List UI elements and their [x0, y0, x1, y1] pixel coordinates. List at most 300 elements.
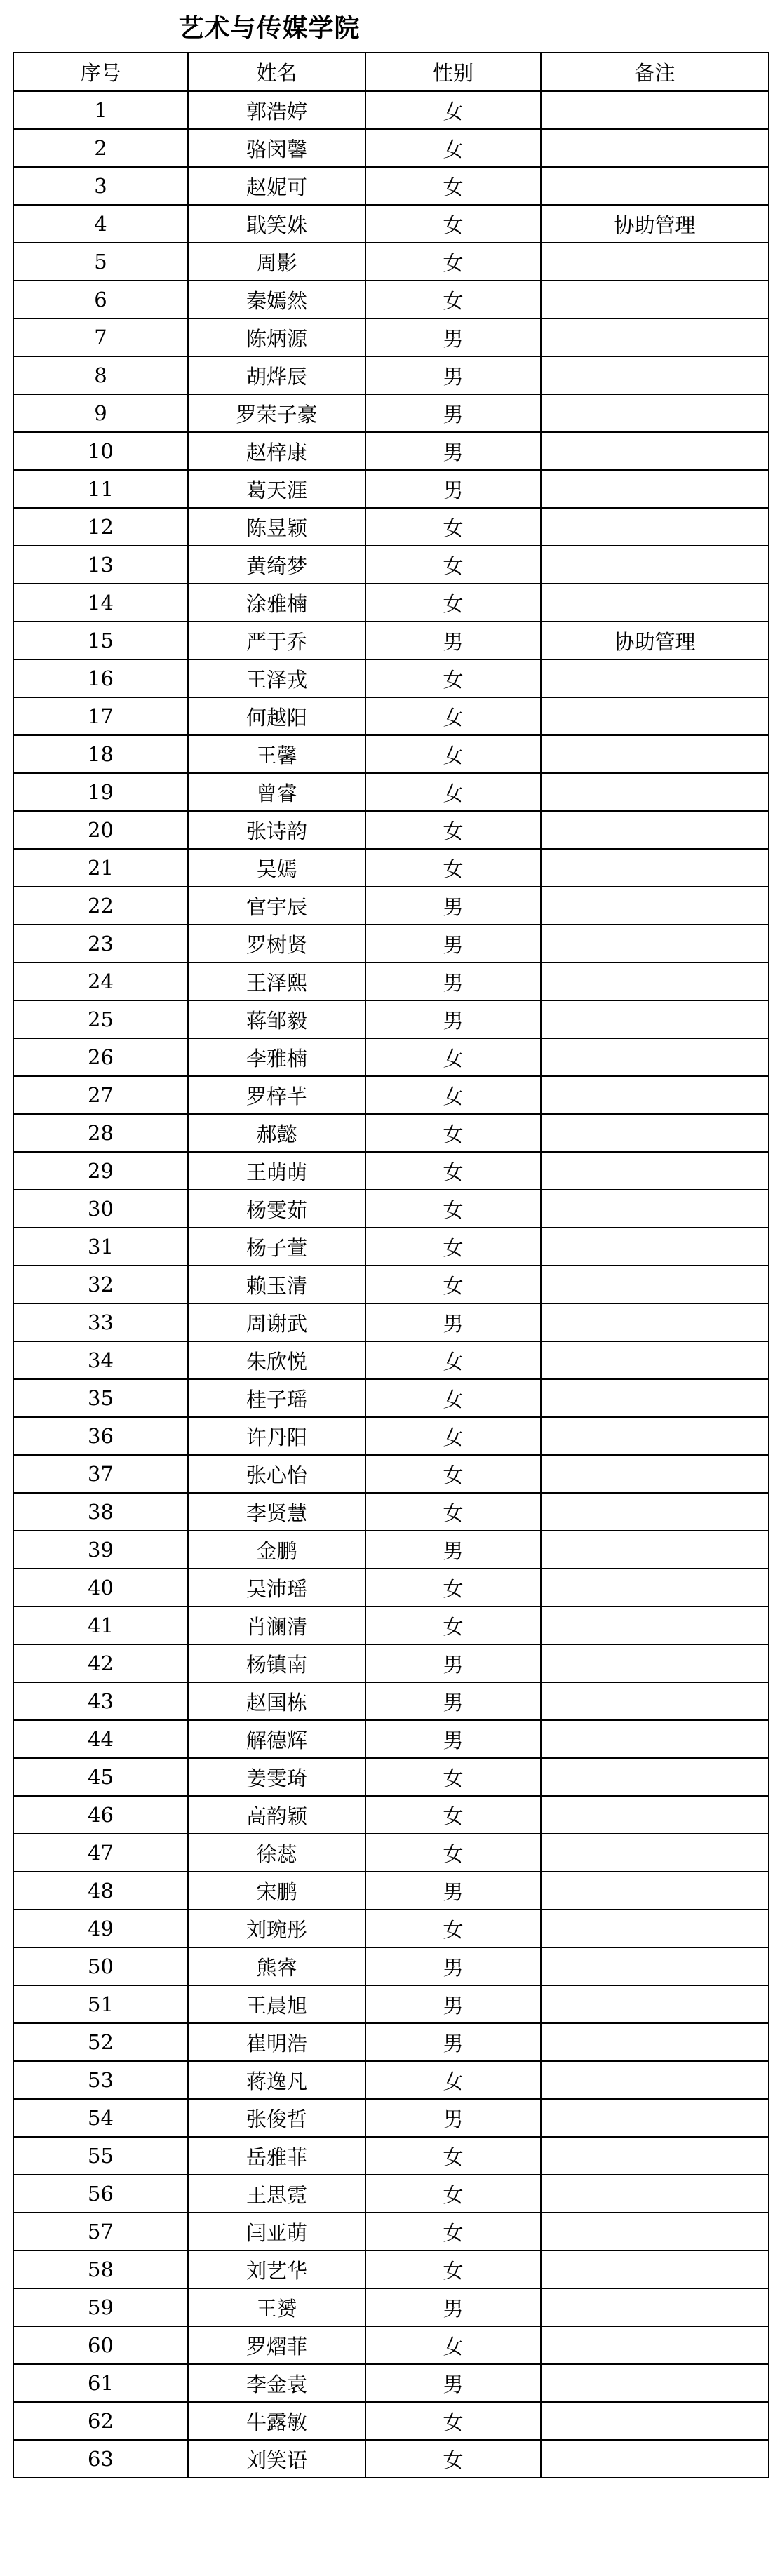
- cell-no: 34: [13, 1341, 188, 1379]
- cell-gender: 男: [365, 1000, 541, 1038]
- cell-gender: 女: [365, 2061, 541, 2099]
- cell-no: 44: [13, 1720, 188, 1758]
- cell-note: [541, 129, 769, 167]
- cell-name: 曾睿: [188, 773, 365, 811]
- cell-name: 张诗韵: [188, 811, 365, 849]
- cell-note: [541, 773, 769, 811]
- cell-note: [541, 432, 769, 470]
- table-header-row: [13, 53, 769, 91]
- cell-name: 张心怡: [188, 1455, 365, 1493]
- table-row: [13, 129, 769, 167]
- cell-no: 46: [13, 1796, 188, 1834]
- cell-gender: 男: [365, 1720, 541, 1758]
- cell-note: [541, 697, 769, 735]
- cell-gender: 女: [365, 584, 541, 622]
- cell-no: 30: [13, 1190, 188, 1228]
- cell-note: [541, 735, 769, 773]
- table-row: [13, 2137, 769, 2175]
- cell-no: 43: [13, 1682, 188, 1720]
- table-row: [13, 1985, 769, 2023]
- cell-no: 36: [13, 1417, 188, 1455]
- cell-no: 48: [13, 1872, 188, 1910]
- cell-name: 杨雯茹: [188, 1190, 365, 1228]
- cell-no: 5: [13, 243, 188, 281]
- cell-gender: 女: [365, 205, 541, 243]
- table-row: [13, 1947, 769, 1985]
- table-row: [13, 659, 769, 697]
- cell-no: 55: [13, 2137, 188, 2175]
- cell-gender: 男: [365, 2023, 541, 2061]
- cell-name: 徐蕊: [188, 1834, 365, 1872]
- cell-no: 1: [13, 91, 188, 129]
- cell-gender: 男: [365, 1947, 541, 1985]
- cell-no: 51: [13, 1985, 188, 2023]
- cell-name: 刘笑语: [188, 2440, 365, 2478]
- table-row: [13, 2364, 769, 2402]
- cell-gender: 女: [365, 1076, 541, 1114]
- cell-name: 姜雯琦: [188, 1758, 365, 1796]
- cell-note: [541, 2326, 769, 2364]
- cell-no: 3: [13, 167, 188, 205]
- cell-gender: 女: [365, 849, 541, 887]
- cell-name: 王晨旭: [188, 1985, 365, 2023]
- cell-name: 赖玉清: [188, 1266, 365, 1303]
- cell-gender: 女: [365, 243, 541, 281]
- cell-note: [541, 281, 769, 318]
- cell-note: [541, 1644, 769, 1682]
- cell-no: 35: [13, 1379, 188, 1417]
- cell-name: 周影: [188, 243, 365, 281]
- cell-no: 53: [13, 2061, 188, 2099]
- cell-no: 10: [13, 432, 188, 470]
- cell-note: [541, 2364, 769, 2402]
- cell-note: [541, 508, 769, 546]
- cell-gender: 女: [365, 1038, 541, 1076]
- table-row: [13, 1493, 769, 1531]
- cell-gender: 男: [365, 1644, 541, 1682]
- table-row: [13, 887, 769, 925]
- cell-gender: 男: [365, 470, 541, 508]
- cell-note: [541, 1531, 769, 1569]
- cell-gender: 女: [365, 697, 541, 735]
- cell-note: [541, 91, 769, 129]
- table-row: [13, 2099, 769, 2137]
- cell-name: 王馨: [188, 735, 365, 773]
- cell-gender: 女: [365, 2213, 541, 2250]
- cell-note: 协助管理: [541, 622, 769, 659]
- cell-note: [541, 1720, 769, 1758]
- cell-gender: 女: [365, 2137, 541, 2175]
- cell-name: 罗梓芊: [188, 1076, 365, 1114]
- cell-name: 岳雅菲: [188, 2137, 365, 2175]
- cell-gender: 男: [365, 622, 541, 659]
- table-row: [13, 1417, 769, 1455]
- table-row: [13, 1796, 769, 1834]
- cell-no: 41: [13, 1606, 188, 1644]
- table-row: [13, 1190, 769, 1228]
- cell-gender: 女: [365, 773, 541, 811]
- header-no: 序号: [13, 53, 188, 91]
- cell-note: [541, 2061, 769, 2099]
- cell-note: [541, 167, 769, 205]
- cell-gender: 女: [365, 281, 541, 318]
- cell-name: 罗荣子豪: [188, 394, 365, 432]
- cell-note: [541, 546, 769, 584]
- cell-gender: 男: [365, 2364, 541, 2402]
- cell-gender: 女: [365, 811, 541, 849]
- cell-no: 12: [13, 508, 188, 546]
- table-row: [13, 205, 769, 243]
- cell-no: 40: [13, 1569, 188, 1606]
- cell-note: [541, 1228, 769, 1266]
- table-row: [13, 91, 769, 129]
- cell-no: 47: [13, 1834, 188, 1872]
- cell-no: 4: [13, 205, 188, 243]
- cell-no: 57: [13, 2213, 188, 2250]
- table-row: [13, 1682, 769, 1720]
- cell-note: [541, 1569, 769, 1606]
- table-row: [13, 2326, 769, 2364]
- cell-no: 28: [13, 1114, 188, 1152]
- cell-note: [541, 1455, 769, 1493]
- cell-no: 52: [13, 2023, 188, 2061]
- cell-name: 蒋逸凡: [188, 2061, 365, 2099]
- table-row: [13, 167, 769, 205]
- cell-gender: 女: [365, 1114, 541, 1152]
- cell-name: 王思霓: [188, 2175, 365, 2213]
- cell-gender: 女: [365, 2326, 541, 2364]
- cell-note: [541, 1114, 769, 1152]
- cell-no: 50: [13, 1947, 188, 1985]
- cell-name: 骆闵馨: [188, 129, 365, 167]
- cell-name: 李金袁: [188, 2364, 365, 2402]
- cell-name: 张俊哲: [188, 2099, 365, 2137]
- cell-no: 13: [13, 546, 188, 584]
- cell-name: 王萌萌: [188, 1152, 365, 1190]
- cell-gender: 女: [365, 1758, 541, 1796]
- cell-no: 42: [13, 1644, 188, 1682]
- cell-gender: 女: [365, 167, 541, 205]
- cell-gender: 男: [365, 1682, 541, 1720]
- cell-name: 王泽戎: [188, 659, 365, 697]
- cell-no: 25: [13, 1000, 188, 1038]
- cell-name: 许丹阳: [188, 1417, 365, 1455]
- cell-note: [541, 1493, 769, 1531]
- table-row: [13, 925, 769, 962]
- cell-name: 何越阳: [188, 697, 365, 735]
- cell-name: 李雅楠: [188, 1038, 365, 1076]
- cell-gender: 女: [365, 659, 541, 697]
- cell-note: [541, 1038, 769, 1076]
- cell-gender: 女: [365, 1910, 541, 1947]
- cell-gender: 女: [365, 1341, 541, 1379]
- table-row: [13, 622, 769, 659]
- cell-note: [541, 584, 769, 622]
- cell-no: 38: [13, 1493, 188, 1531]
- cell-note: [541, 2023, 769, 2061]
- cell-name: 宋鹏: [188, 1872, 365, 1910]
- table-row: [13, 243, 769, 281]
- cell-note: [541, 849, 769, 887]
- cell-name: 闫亚萌: [188, 2213, 365, 2250]
- cell-name: 周谢武: [188, 1303, 365, 1341]
- cell-note: [541, 2137, 769, 2175]
- table-row: [13, 432, 769, 470]
- cell-no: 26: [13, 1038, 188, 1076]
- header-gender: 性别: [365, 53, 541, 91]
- table-row: [13, 1531, 769, 1569]
- cell-note: [541, 1985, 769, 2023]
- table-row: [13, 394, 769, 432]
- table-row: [13, 1076, 769, 1114]
- cell-name: 郭浩婷: [188, 91, 365, 129]
- cell-gender: 女: [365, 1606, 541, 1644]
- cell-note: [541, 1606, 769, 1644]
- cell-name: 吴沛瑶: [188, 1569, 365, 1606]
- cell-name: 陈昱颖: [188, 508, 365, 546]
- student-roster-table: [13, 52, 769, 2478]
- cell-gender: 女: [365, 1569, 541, 1606]
- table-row: [13, 2288, 769, 2326]
- cell-gender: 女: [365, 2175, 541, 2213]
- cell-note: [541, 1758, 769, 1796]
- table-row: [13, 1000, 769, 1038]
- cell-note: [541, 356, 769, 394]
- cell-name: 桂子瑶: [188, 1379, 365, 1417]
- cell-gender: 男: [365, 432, 541, 470]
- table-row: [13, 811, 769, 849]
- cell-gender: 男: [365, 887, 541, 925]
- cell-gender: 女: [365, 2440, 541, 2478]
- cell-name: 罗树贤: [188, 925, 365, 962]
- cell-gender: 男: [365, 2099, 541, 2137]
- cell-note: [541, 2402, 769, 2440]
- cell-gender: 女: [365, 1493, 541, 1531]
- cell-gender: 女: [365, 1266, 541, 1303]
- cell-no: 39: [13, 1531, 188, 1569]
- cell-no: 33: [13, 1303, 188, 1341]
- cell-name: 胡烨辰: [188, 356, 365, 394]
- cell-gender: 男: [365, 394, 541, 432]
- cell-name: 蒋邹毅: [188, 1000, 365, 1038]
- table-row: [13, 2061, 769, 2099]
- cell-name: 官宇辰: [188, 887, 365, 925]
- cell-gender: 女: [365, 1455, 541, 1493]
- cell-gender: 女: [365, 91, 541, 129]
- cell-note: [541, 470, 769, 508]
- cell-name: 赵妮可: [188, 167, 365, 205]
- cell-gender: 男: [365, 962, 541, 1000]
- table-row: [13, 1038, 769, 1076]
- header-name: 姓名: [188, 53, 365, 91]
- cell-no: 19: [13, 773, 188, 811]
- cell-note: [541, 2175, 769, 2213]
- cell-note: [541, 243, 769, 281]
- cell-name: 赵国栋: [188, 1682, 365, 1720]
- cell-gender: 男: [365, 2288, 541, 2326]
- cell-name: 杨子萱: [188, 1228, 365, 1266]
- cell-no: 58: [13, 2250, 188, 2288]
- table-row: [13, 546, 769, 584]
- cell-no: 21: [13, 849, 188, 887]
- cell-gender: 男: [365, 925, 541, 962]
- table-row: [13, 1758, 769, 1796]
- table-row: [13, 2402, 769, 2440]
- table-row: [13, 735, 769, 773]
- table-row: [13, 2175, 769, 2213]
- cell-name: 吴嫣: [188, 849, 365, 887]
- cell-no: 22: [13, 887, 188, 925]
- cell-no: 17: [13, 697, 188, 735]
- cell-no: 8: [13, 356, 188, 394]
- cell-note: [541, 925, 769, 962]
- cell-note: 协助管理: [541, 205, 769, 243]
- cell-name: 崔明浩: [188, 2023, 365, 2061]
- table-row: [13, 2250, 769, 2288]
- cell-no: 27: [13, 1076, 188, 1114]
- cell-gender: 女: [365, 1834, 541, 1872]
- cell-gender: 女: [365, 1228, 541, 1266]
- cell-note: [541, 1834, 769, 1872]
- cell-note: [541, 1341, 769, 1379]
- cell-note: [541, 1417, 769, 1455]
- cell-note: [541, 1303, 769, 1341]
- cell-gender: 女: [365, 1152, 541, 1190]
- table-row: [13, 773, 769, 811]
- cell-name: 熊睿: [188, 1947, 365, 1985]
- cell-note: [541, 2213, 769, 2250]
- cell-name: 解德辉: [188, 1720, 365, 1758]
- cell-gender: 女: [365, 2250, 541, 2288]
- table-row: [13, 584, 769, 622]
- cell-name: 杨镇南: [188, 1644, 365, 1682]
- table-row: [13, 1644, 769, 1682]
- cell-note: [541, 1266, 769, 1303]
- table-body: [13, 91, 769, 2478]
- cell-note: [541, 1076, 769, 1114]
- cell-note: [541, 2440, 769, 2478]
- cell-no: 62: [13, 2402, 188, 2440]
- cell-name: 涂雅楠: [188, 584, 365, 622]
- cell-name: 牛露敏: [188, 2402, 365, 2440]
- table-row: [13, 1455, 769, 1493]
- cell-note: [541, 318, 769, 356]
- cell-name: 王赟: [188, 2288, 365, 2326]
- cell-gender: 女: [365, 2402, 541, 2440]
- cell-note: [541, 1000, 769, 1038]
- cell-no: 16: [13, 659, 188, 697]
- cell-gender: 男: [365, 356, 541, 394]
- cell-name: 葛天涯: [188, 470, 365, 508]
- cell-note: [541, 1910, 769, 1947]
- cell-no: 7: [13, 318, 188, 356]
- cell-name: 戢笑姝: [188, 205, 365, 243]
- cell-note: [541, 2099, 769, 2137]
- table-row: [13, 1341, 769, 1379]
- cell-no: 23: [13, 925, 188, 962]
- cell-gender: 男: [365, 1985, 541, 2023]
- cell-name: 黄绮梦: [188, 546, 365, 584]
- cell-no: 56: [13, 2175, 188, 2213]
- table-row: [13, 1720, 769, 1758]
- cell-no: 45: [13, 1758, 188, 1796]
- cell-no: 2: [13, 129, 188, 167]
- cell-gender: 女: [365, 1417, 541, 1455]
- cell-gender: 女: [365, 1190, 541, 1228]
- cell-no: 32: [13, 1266, 188, 1303]
- cell-note: [541, 1379, 769, 1417]
- cell-note: [541, 1796, 769, 1834]
- table-row: [13, 1266, 769, 1303]
- cell-gender: 女: [365, 1379, 541, 1417]
- cell-name: 金鹏: [188, 1531, 365, 1569]
- cell-gender: 男: [365, 1872, 541, 1910]
- table-row: [13, 1872, 769, 1910]
- cell-name: 肖澜清: [188, 1606, 365, 1644]
- table-row: [13, 2023, 769, 2061]
- cell-note: [541, 2250, 769, 2288]
- cell-name: 王泽熙: [188, 962, 365, 1000]
- cell-gender: 女: [365, 508, 541, 546]
- cell-no: 9: [13, 394, 188, 432]
- table-row: [13, 1152, 769, 1190]
- cell-no: 49: [13, 1910, 188, 1947]
- cell-gender: 女: [365, 129, 541, 167]
- cell-name: 陈炳源: [188, 318, 365, 356]
- cell-note: [541, 394, 769, 432]
- cell-note: [541, 962, 769, 1000]
- cell-name: 罗熠菲: [188, 2326, 365, 2364]
- cell-gender: 女: [365, 735, 541, 773]
- cell-no: 31: [13, 1228, 188, 1266]
- table-row: [13, 1379, 769, 1417]
- cell-name: 李贤慧: [188, 1493, 365, 1531]
- cell-name: 朱欣悦: [188, 1341, 365, 1379]
- cell-name: 严于乔: [188, 622, 365, 659]
- table-row: [13, 1606, 769, 1644]
- cell-no: 59: [13, 2288, 188, 2326]
- cell-gender: 女: [365, 546, 541, 584]
- table-row: [13, 2440, 769, 2478]
- cell-no: 15: [13, 622, 188, 659]
- cell-note: [541, 811, 769, 849]
- cell-name: 秦嫣然: [188, 281, 365, 318]
- cell-name: 赵梓康: [188, 432, 365, 470]
- table-row: [13, 281, 769, 318]
- table-row: [13, 1569, 769, 1606]
- cell-note: [541, 659, 769, 697]
- cell-note: [541, 1947, 769, 1985]
- cell-gender: 男: [365, 1303, 541, 1341]
- cell-no: 37: [13, 1455, 188, 1493]
- cell-no: 63: [13, 2440, 188, 2478]
- cell-note: [541, 2288, 769, 2326]
- cell-gender: 男: [365, 1531, 541, 1569]
- table-row: [13, 508, 769, 546]
- table-row: [13, 1303, 769, 1341]
- cell-no: 24: [13, 962, 188, 1000]
- table-row: [13, 962, 769, 1000]
- cell-no: 14: [13, 584, 188, 622]
- table-row: [13, 849, 769, 887]
- table-row: [13, 356, 769, 394]
- cell-name: 刘琬彤: [188, 1910, 365, 1947]
- table-row: [13, 1228, 769, 1266]
- table-row: [13, 1910, 769, 1947]
- cell-note: [541, 1872, 769, 1910]
- table-row: [13, 1114, 769, 1152]
- cell-no: 60: [13, 2326, 188, 2364]
